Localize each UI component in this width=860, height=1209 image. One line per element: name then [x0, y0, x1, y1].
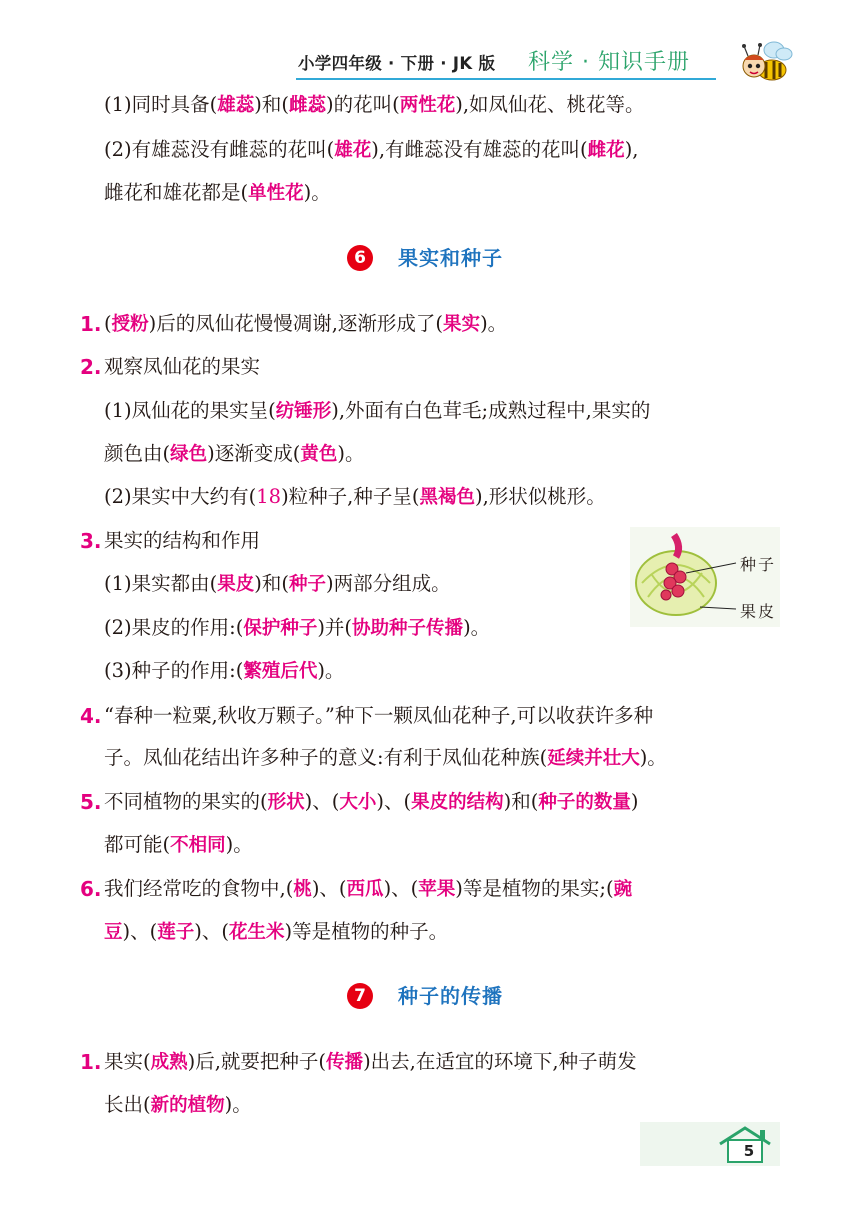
item-number: 6. — [80, 877, 102, 901]
text-line: 果实(成熟)后,就要把种子(传播)出去,在适宜的环境下,种子萌发 — [104, 1050, 637, 1073]
subject-title: 科学 · 知识手册 — [528, 50, 690, 75]
fruit-structure-figure — [630, 527, 780, 627]
item-number: 3. — [80, 529, 102, 553]
text-line: (3)种子的作用:(繁殖后代)。 — [104, 659, 345, 682]
item-number: 1. — [80, 312, 102, 336]
text-line: 长出(新的植物)。 — [104, 1093, 252, 1116]
item-number: 2. — [80, 355, 102, 379]
text-line: 颜色由(绿色)逐渐变成(黄色)。 — [104, 442, 365, 465]
text-line: (2)有雄蕊没有雌蕊的花叫(雄花),有雌蕊没有雄蕊的花叫(雌花), — [104, 138, 639, 161]
page-header — [0, 0, 860, 90]
text-line: (1)凤仙花的果实呈(纺锤形),外面有白色茸毛;成熟过程中,果实的 — [104, 399, 651, 422]
section-number-badge: 6 — [347, 245, 373, 271]
text-line: 不同植物的果实的(形状)、(大小)、(果皮的结构)和(种子的数量) — [104, 790, 639, 813]
seed-label: 种子 — [740, 555, 777, 574]
text-line: (2)果实中大约有(18)粒种子,种子呈(黑褐色),形状似桃形。 — [104, 485, 606, 508]
section-title: 果实和种子 — [398, 246, 503, 270]
text-line: (2)果皮的作用:(保护种子)并(协助种子传播)。 — [104, 616, 491, 639]
section-heading — [0, 243, 860, 275]
text-line: 子。凤仙花结出许多种子的意义:有利于凤仙花种族(延续并壮大)。 — [104, 746, 667, 769]
text-line: (1)果实都由(果皮)和(种子)两部分组成。 — [104, 572, 451, 595]
section-title: 种子的传播 — [398, 984, 503, 1008]
item-number: 5. — [80, 790, 102, 814]
text-line: 都可能(不相同)。 — [104, 833, 253, 856]
item-number: 4. — [80, 704, 102, 728]
text-line: (1)同时具备(雄蕊)和(雌蕊)的花叫(两性花),如凤仙花、桃花等。 — [104, 93, 645, 116]
peel-label: 果皮 — [740, 602, 777, 621]
page-number: 5 — [743, 1142, 755, 1160]
text-line: 我们经常吃的食物中,(桃)、(西瓜)、(苹果)等是植物的果实;(豌 — [104, 877, 633, 900]
bee-mascot-icon — [734, 38, 794, 86]
item-number: 1. — [80, 1050, 102, 1074]
text-line: 果实的结构和作用 — [104, 529, 261, 552]
section-number-badge: 7 — [347, 983, 373, 1009]
section-heading — [0, 981, 860, 1013]
text-line: 豆)、(莲子)、(花生米)等是植物的种子。 — [104, 920, 449, 943]
text-line: 观察凤仙花的果实 — [104, 355, 261, 378]
grade-label: 小学四年级 · 下册 · JK 版 — [298, 54, 496, 73]
text-line: 雌花和雄花都是(单性花)。 — [104, 181, 331, 204]
text-line: “春种一粒粟,秋收万颗子。”种下一颗凤仙花种子,可以收获许多种 — [104, 704, 654, 727]
header-underline — [296, 78, 716, 80]
text-line: (授粉)后的凤仙花慢慢凋谢,逐渐形成了(果实)。 — [104, 312, 508, 335]
